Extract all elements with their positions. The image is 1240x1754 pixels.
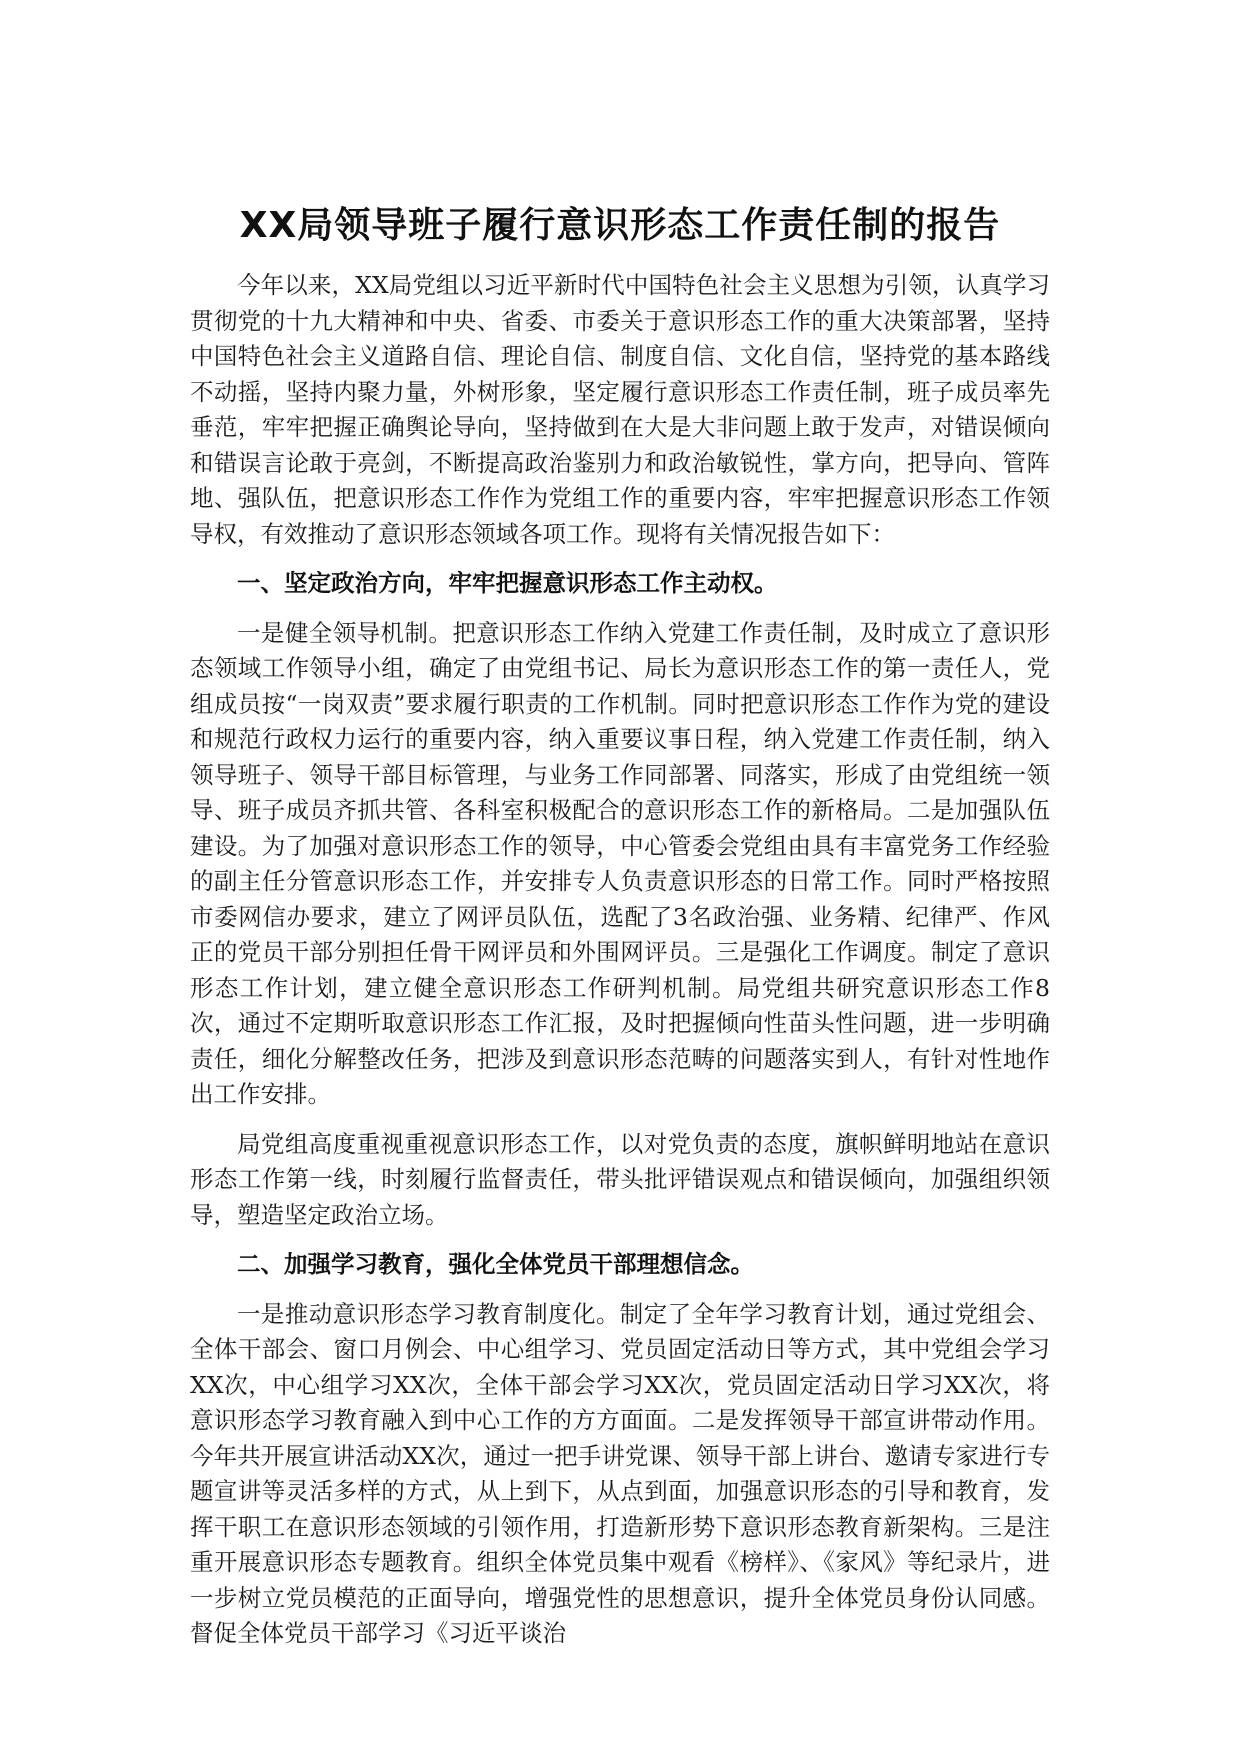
section-1-heading: 一、坚定政治方向，牢牢把握意识形态工作主动权。 (237, 569, 778, 597)
spacer (190, 552, 1050, 566)
intro-paragraph: 今年以来，XX局党组以习近平新时代中国特色社会主义思想为引领，认真学习贯彻党的十九大精神和中央、省委、市委关于意识形态工作的重大决策部署，坚持中国特色社会主义道路自信、理论自信、制度自信、文化自信，坚持党的基本路线不动摇，坚持内聚力量，外树形象，坚定履行意识形态工作责任制，班子成员率先垂范，牢牢把握正确舆论导向，坚持做到在大是大非问题上敢于发声，对错误倾向和错误言论敢于亮剑，不断提高政治鉴别力和政治敏锐性，掌方向，把导向、管阵地、强队伍，把意识形态工作作为党组工作的重要内容，牢牢把握意识形态工作领导权，有效推动了意识形态领域各项工作。现将有关情况报告如下： (190, 271, 1050, 548)
document-title: XX局领导班子履行意识形态工作责任制的报告 (239, 205, 1001, 246)
section-2-paragraph-1: 一是推动意识形态学习教育制度化。制定了全年学习教育计划，通过党组会、全体干部会、窗口月例会、中心组学习、党员固定活动日等方式，其中党组会学习XX次，中心组学习XX次，全体干部会学习XX次，党员固定活动日学习XX次，将意识形态学习教育融入到中心工作的方方面面。二是发挥领导干部宣讲带动作用。今年共开展宣讲活动XX次，通过一把手讲党课、领导干部上讲台、邀请专家进行专题宣讲等灵活多样的方式，从上到下，从点到面，加强意识形态的引导和教育，发挥干职工在意识形态领域的引领作用，打造新形势下意识形态教育新架构。三是注重开展意识形态专题教育。组织全体党员集中观看《榜样》、《家风》等纪录片，进一步树立党员模范的正面导向，增强党性的思想意识，提升全体党员身份认同感。督促全体党员干部学习《习近平谈治 (190, 1299, 1050, 1647)
section-1-paragraph-2: 局党组高度重视重视意识形态工作，以对党负责的态度，旗帜鲜明地站在意识形态工作第一线，时刻履行监督责任，带头批评错误观点和错误倾向，加强组织领导，塑造坚定政治立场。 (190, 1129, 1050, 1229)
section-1-paragraph-1: 一是健全领导机制。把意识形态工作纳入党建工作责任制，及时成立了意识形态领域工作领导小组，确定了由党组书记、局长为意识形态工作的第一责任人，党组成员按“一岗双责”要求履行职责的工作机制。同时把意识形态工作作为党的建设和规范行政权力运行的重要内容，纳入重要议事日程，纳入党建工作责任制，纳入领导班子、领导干部目标管理，与业务工作同部署、同落实，形成了由党组统一领导、班子成员齐抓共管、各科室积极配合的意识形态工作的新格局。二是加强队伍建设。为了加强对意识形态工作的领导，中心管委会党组由具有丰富党务工作经验的副主任分管意识形态工作，并安排专人负责意识形态的日常工作。同时严格按照市委网信办要求，建立了网评员队伍，选配了3名政治强、业务精、纪律严、作风正的党员干部分别担任骨干网评员和外围网评员。三是强化工作调度。制定了意识形态工作计划，建立健全意识形态工作研判机制。局党组共研究意识形态工作8次，通过不定期听取意识形态工作汇报，及时把握倾向性苗头性问题，进一步明确责任，细化分解整改任务，把涉及到意识形态范畴的问题落实到人，有针对性地作出工作安排。 (190, 618, 1050, 1108)
title-spacer (190, 252, 1050, 268)
section-2-heading: 二、加强学习教育，强化全体党员干部理想信念。 (237, 1250, 754, 1278)
spacer (190, 1283, 1050, 1297)
spacer (190, 1233, 1050, 1247)
spacer (190, 602, 1050, 616)
spacer (190, 1113, 1050, 1127)
document-page (190, 200, 1050, 1652)
